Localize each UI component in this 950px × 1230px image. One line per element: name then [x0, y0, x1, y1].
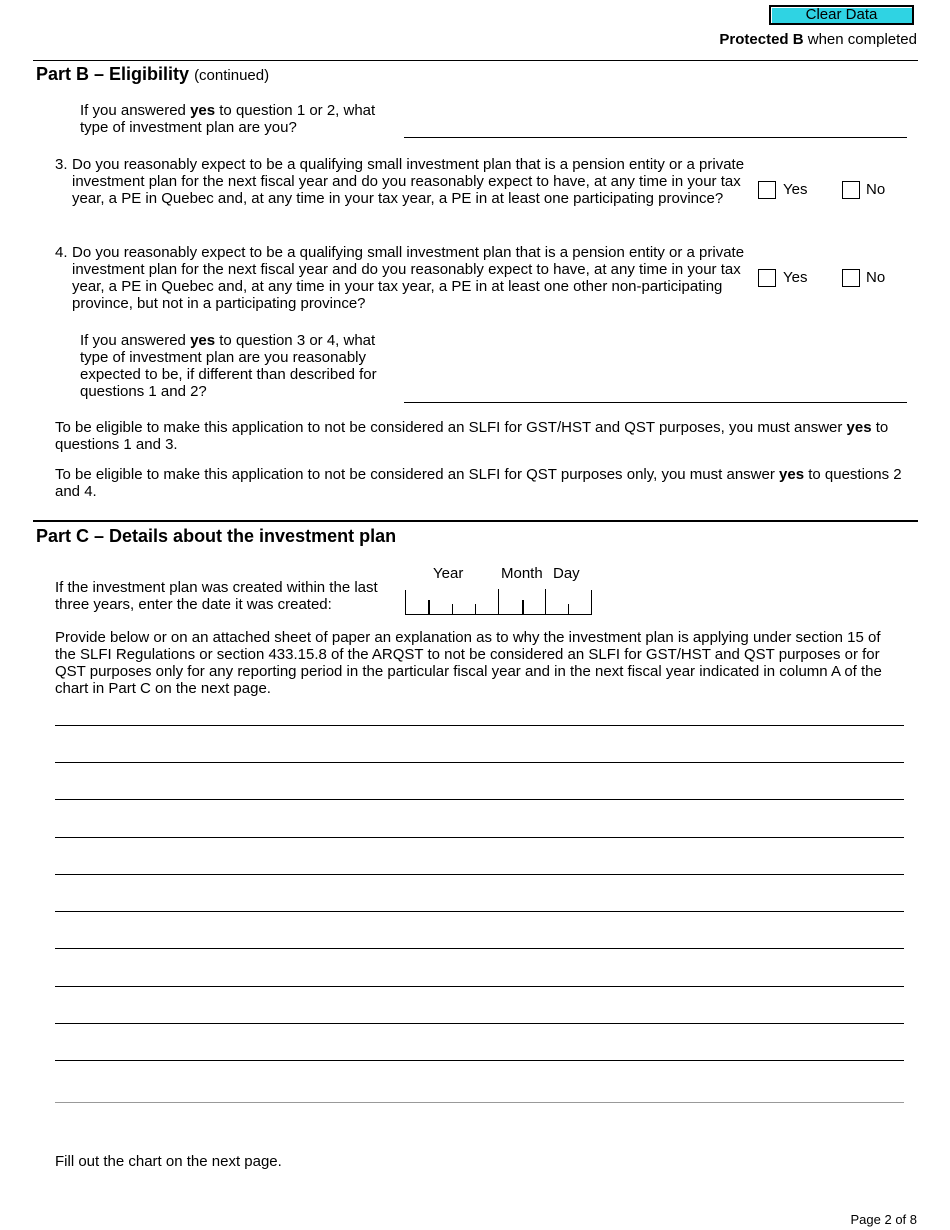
date-day-divider-1: [545, 589, 546, 614]
part-b-top-rule: [33, 60, 918, 61]
question-3-number: 3.: [55, 156, 68, 173]
note1-pre: To be eligible to make this application to not be considered an SLFI for GST/HST and QST purposes, you must answer: [55, 419, 847, 436]
question-3-text: Do you reasonably expect to be a qualifying small investment plan that is a pension entity or a private investment plan for the next fiscal year and do you reasonably expect to have, at any time in your tax year, a PE in Quebec and, at any time in your tax year, a PE in at least one participating province?: [72, 156, 745, 207]
date-day-divider-2: [568, 604, 569, 614]
plan-type-q34-pre: If you answered: [80, 332, 191, 349]
explanation-line-11[interactable]: [55, 1102, 904, 1103]
protected-rest: when completed: [803, 31, 917, 48]
part-c-title: Part C – Details about the investment plan: [36, 526, 397, 546]
explanation-line-6[interactable]: [55, 911, 904, 912]
date-month-label: Month: [501, 565, 543, 582]
question-3-no-checkbox[interactable]: [842, 181, 860, 199]
note2-bold: yes: [779, 466, 805, 483]
explanation-line-2[interactable]: [55, 762, 904, 763]
plan-type-q12-bold: yes: [190, 102, 216, 119]
plan-type-q34-post: to question 3 or 4, what type of investment plan are you reasonably expected to be, if different than described for questions 1 and 2?: [80, 332, 377, 400]
date-year-divider-2: [452, 604, 453, 614]
explanation-line-1[interactable]: [55, 725, 904, 726]
plan-type-q12-post: to question 1 or 2, what type of investment plan are you?: [80, 102, 376, 136]
date-day-label: Day: [553, 565, 580, 582]
plan-type-q34-bold: yes: [190, 332, 216, 349]
question-3: [55, 156, 745, 207]
part-b-title-text: Part B – Eligibility: [36, 64, 190, 84]
question-4-no-label: No: [866, 269, 886, 286]
question-3-yes-label: Yes: [783, 181, 808, 198]
date-created-input[interactable]: [405, 590, 592, 615]
protected-bold: Protected B: [719, 31, 804, 48]
explanation-line-7[interactable]: [55, 948, 904, 949]
note2-pre: To be eligible to make this application to not be considered an SLFI for QST purposes only, you must answer: [55, 466, 780, 483]
explanation-line-5[interactable]: [55, 874, 904, 875]
explanation-line-3[interactable]: [55, 799, 904, 800]
note2-post: to questions 2 and 4.: [55, 466, 902, 500]
question-4-text: Do you reasonably expect to be a qualifying small investment plan that is a pension entity or a private investment plan for the next fiscal year and do you reasonably expect to have, at any time in your tax year, a PE in Quebec and, at any time in your tax year, a PE in at least one other non-participating province, but not in a participating province?: [72, 244, 745, 312]
part-c-top-rule: [33, 520, 918, 522]
date-month-divider-1: [498, 589, 499, 614]
eligibility-note-1: [55, 419, 910, 453]
date-month-divider-2: [522, 600, 524, 614]
plan-type-q12-pre: If you answered: [80, 102, 191, 119]
question-3-yes-checkbox[interactable]: [758, 181, 776, 199]
fill-chart-note: Fill out the chart on the next page.: [55, 1153, 282, 1170]
question-4-no-checkbox[interactable]: [842, 269, 860, 287]
note1-bold: yes: [846, 419, 872, 436]
explanation-instructions: Provide below or on an attached sheet of paper an explanation as to why the investment plan is applying under section 15 of the SLFI Regulations or section 433.15.8 of the ARQST to not be considered an SLFI for GST/HST and QST purposes or for QST purposes only for any reporting period in the particular fiscal year and in the next fiscal year indicated in column A of the chart in Part C on the next page.: [55, 629, 882, 697]
plan-type-q34-input[interactable]: [404, 402, 907, 403]
plan-type-q12-input[interactable]: [404, 137, 907, 138]
part-b-continued: (continued): [194, 67, 270, 84]
note1-post: to questions 1 and 3.: [55, 419, 889, 453]
question-4-number: 4.: [55, 244, 68, 261]
explanation-line-10[interactable]: [55, 1060, 904, 1061]
date-year-label: Year: [433, 565, 464, 582]
question-4: [55, 244, 745, 312]
question-4-yes-label: Yes: [783, 269, 808, 286]
date-year-divider-3: [475, 604, 476, 614]
page-number: Page 2 of 8: [850, 1212, 917, 1227]
plan-type-q34-label: [80, 332, 398, 400]
explanation-line-4[interactable]: [55, 837, 904, 838]
question-4-yes-checkbox[interactable]: [758, 269, 776, 287]
clear-data-button[interactable]: Clear Data: [769, 5, 914, 25]
eligibility-note-2: [55, 466, 910, 500]
plan-type-q12-label: [80, 102, 395, 136]
date-prompt: If the investment plan was created within the last three years, enter the date it was created:: [55, 579, 378, 613]
part-b-title: [36, 64, 269, 85]
explanation-line-9[interactable]: [55, 1023, 904, 1024]
date-year-divider-1: [428, 600, 430, 614]
explanation-line-8[interactable]: [55, 986, 904, 987]
protected-b-notice: [719, 31, 917, 48]
question-3-no-label: No: [866, 181, 886, 198]
